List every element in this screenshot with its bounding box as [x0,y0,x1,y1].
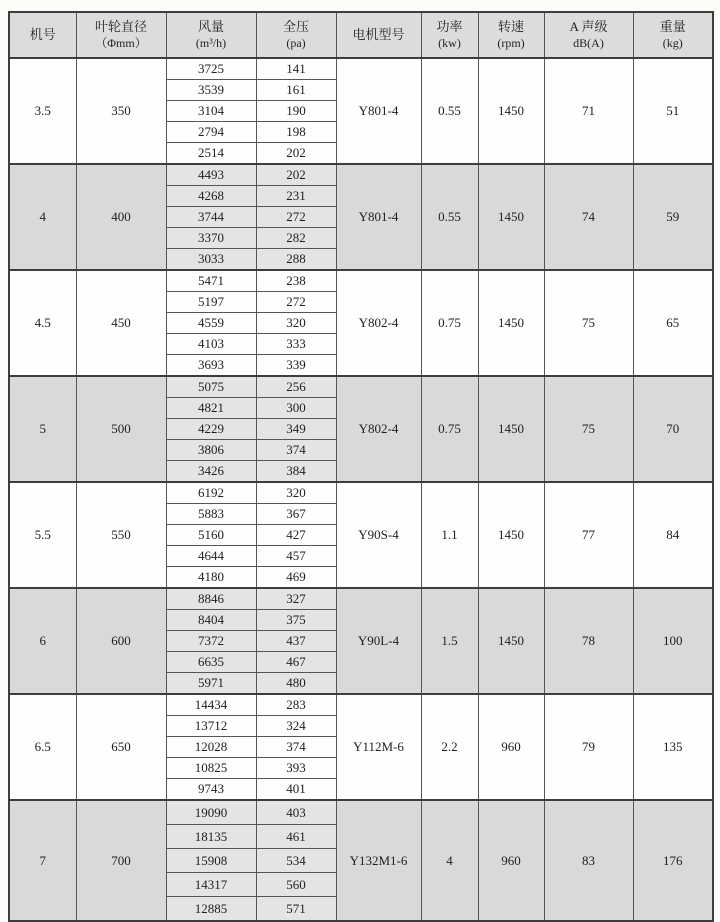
spec-row [9,376,713,398]
cell-power: 2.2 [421,694,478,800]
cell-diameter: 450 [76,270,166,376]
cell-speed: 960 [478,800,544,921]
header-row [9,12,713,58]
cell-model: 6.5 [9,694,76,800]
cell-airflow: 14317 [166,873,256,897]
col-header-diameter [76,12,166,58]
cell-model: 5 [9,376,76,482]
cell-airflow: 4180 [166,567,256,589]
spec-row [9,482,713,504]
col-header-weight [633,12,713,58]
cell-airflow: 5883 [166,504,256,525]
cell-pressure: 469 [256,567,336,589]
cell-pressure: 393 [256,758,336,779]
col-header-label: 机号 [29,26,56,42]
cell-pressure: 333 [256,334,336,355]
cell-weight: 59 [633,164,713,270]
cell-pressure: 300 [256,398,336,419]
cell-pressure: 231 [256,186,336,207]
cell-speed: 1450 [478,376,544,482]
cell-model: 4 [9,164,76,270]
cell-airflow: 4268 [166,186,256,207]
cell-diameter: 700 [76,800,166,921]
cell-pressure: 320 [256,482,336,504]
cell-model: 4.5 [9,270,76,376]
cell-model: 6 [9,588,76,694]
cell-power: 0.55 [421,164,478,270]
cell-pressure: 320 [256,313,336,334]
cell-airflow: 4229 [166,419,256,440]
cell-airflow: 4103 [166,334,256,355]
cell-airflow: 3744 [166,207,256,228]
cell-diameter: 500 [76,376,166,482]
cell-airflow: 4644 [166,546,256,567]
cell-airflow: 3725 [166,58,256,80]
spec-row [9,800,713,825]
cell-airflow: 12885 [166,897,256,922]
cell-airflow: 3033 [166,249,256,271]
cell-noise: 78 [544,588,633,694]
cell-airflow: 12028 [166,737,256,758]
cell-airflow: 14434 [166,694,256,716]
cell-airflow: 4559 [166,313,256,334]
cell-airflow: 2514 [166,143,256,165]
cell-airflow: 5160 [166,525,256,546]
cell-speed: 1450 [478,58,544,164]
cell-motor: Y112M-6 [336,694,421,800]
cell-pressure: 324 [256,716,336,737]
cell-motor: Y90L-4 [336,588,421,694]
cell-weight: 84 [633,482,713,588]
col-header-noise [544,12,633,58]
cell-diameter: 550 [76,482,166,588]
cell-diameter: 600 [76,588,166,694]
cell-noise: 75 [544,376,633,482]
cell-pressure: 374 [256,440,336,461]
cell-motor: Y90S-4 [336,482,421,588]
spec-table-body [9,58,713,921]
cell-power: 0.55 [421,58,478,164]
cell-pressure: 202 [256,164,336,186]
cell-pressure: 461 [256,825,336,849]
col-header-model [9,12,76,58]
col-header-sub: (m³/h) [195,35,227,50]
cell-pressure: 384 [256,461,336,483]
cell-pressure: 282 [256,228,336,249]
cell-model: 7 [9,800,76,921]
cell-airflow: 5471 [166,270,256,292]
spec-row [9,270,713,292]
cell-pressure: 375 [256,610,336,631]
cell-motor: Y801-4 [336,164,421,270]
cell-pressure: 403 [256,800,336,825]
cell-weight: 100 [633,588,713,694]
col-header-sub: (rpm) [497,35,525,50]
cell-speed: 960 [478,694,544,800]
cell-speed: 1450 [478,588,544,694]
cell-model: 5.5 [9,482,76,588]
cell-airflow: 3539 [166,80,256,101]
spec-row [9,164,713,186]
cell-motor: Y802-4 [336,270,421,376]
cell-pressure: 190 [256,101,336,122]
cell-power: 1.5 [421,588,478,694]
cell-airflow: 3426 [166,461,256,483]
cell-pressure: 401 [256,779,336,801]
cell-speed: 1450 [478,164,544,270]
cell-weight: 51 [633,58,713,164]
col-header-label: 电机型号 [352,26,405,42]
cell-noise: 75 [544,270,633,376]
col-header-label: 叶轮直径 [94,18,147,34]
cell-pressure: 349 [256,419,336,440]
col-header-sub: (kg) [662,35,683,50]
cell-pressure: 256 [256,376,336,398]
cell-pressure: 288 [256,249,336,271]
cell-weight: 176 [633,800,713,921]
cell-airflow: 3104 [166,101,256,122]
cell-pressure: 141 [256,58,336,80]
col-header-speed [478,12,544,58]
cell-airflow: 19090 [166,800,256,825]
cell-pressure: 457 [256,546,336,567]
cell-diameter: 650 [76,694,166,800]
cell-weight: 65 [633,270,713,376]
spec-row [9,694,713,716]
cell-power: 4 [421,800,478,921]
cell-airflow: 2794 [166,122,256,143]
cell-noise: 74 [544,164,633,270]
cell-pressure: 467 [256,652,336,673]
cell-power: 0.75 [421,270,478,376]
cell-pressure: 480 [256,673,336,695]
cell-weight: 70 [633,376,713,482]
col-header-label: 风量 [197,18,224,34]
col-header-sub: dB(A) [573,35,604,50]
col-header-label: 功率 [436,18,463,34]
spec-row [9,58,713,80]
cell-noise: 83 [544,800,633,921]
cell-speed: 1450 [478,270,544,376]
cell-motor: Y132M1-6 [336,800,421,921]
cell-pressure: 374 [256,737,336,758]
cell-airflow: 4821 [166,398,256,419]
col-header-label: 全压 [282,18,309,34]
cell-speed: 1450 [478,482,544,588]
cell-pressure: 198 [256,122,336,143]
cell-airflow: 3693 [166,355,256,377]
col-header-label: A 声级 [569,18,608,34]
cell-airflow: 15908 [166,849,256,873]
cell-diameter: 400 [76,164,166,270]
cell-airflow: 5197 [166,292,256,313]
col-header-motor [336,12,421,58]
cell-airflow: 5971 [166,673,256,695]
cell-pressure: 283 [256,694,336,716]
cell-airflow: 6192 [166,482,256,504]
spec-row [9,588,713,610]
cell-pressure: 202 [256,143,336,165]
cell-motor: Y802-4 [336,376,421,482]
cell-noise: 79 [544,694,633,800]
cell-pressure: 560 [256,873,336,897]
cell-power: 1.1 [421,482,478,588]
col-header-sub: (pa) [286,35,306,50]
cell-weight: 135 [633,694,713,800]
cell-pressure: 272 [256,207,336,228]
cell-pressure: 367 [256,504,336,525]
cell-airflow: 4493 [166,164,256,186]
cell-pressure: 238 [256,270,336,292]
col-header-power [421,12,478,58]
col-header-label: 重量 [659,18,686,34]
col-header-airflow [166,12,256,58]
cell-airflow: 5075 [166,376,256,398]
cell-airflow: 3370 [166,228,256,249]
cell-airflow: 8404 [166,610,256,631]
cell-pressure: 327 [256,588,336,610]
cell-pressure: 571 [256,897,336,922]
cell-diameter: 350 [76,58,166,164]
fan-spec-table [8,11,714,922]
col-header-pressure [256,12,336,58]
col-header-label: 转速 [497,18,524,34]
cell-pressure: 437 [256,631,336,652]
cell-airflow: 6635 [166,652,256,673]
col-header-sub: （Φmm） [95,35,147,50]
cell-airflow: 3806 [166,440,256,461]
cell-pressure: 339 [256,355,336,377]
cell-power: 0.75 [421,376,478,482]
cell-model: 3.5 [9,58,76,164]
cell-noise: 77 [544,482,633,588]
cell-noise: 71 [544,58,633,164]
cell-motor: Y801-4 [336,58,421,164]
cell-pressure: 272 [256,292,336,313]
cell-airflow: 8846 [166,588,256,610]
cell-pressure: 427 [256,525,336,546]
cell-airflow: 9743 [166,779,256,801]
cell-airflow: 10825 [166,758,256,779]
cell-airflow: 7372 [166,631,256,652]
cell-airflow: 13712 [166,716,256,737]
cell-airflow: 18135 [166,825,256,849]
col-header-sub: (kw) [438,35,461,50]
cell-pressure: 161 [256,80,336,101]
cell-pressure: 534 [256,849,336,873]
